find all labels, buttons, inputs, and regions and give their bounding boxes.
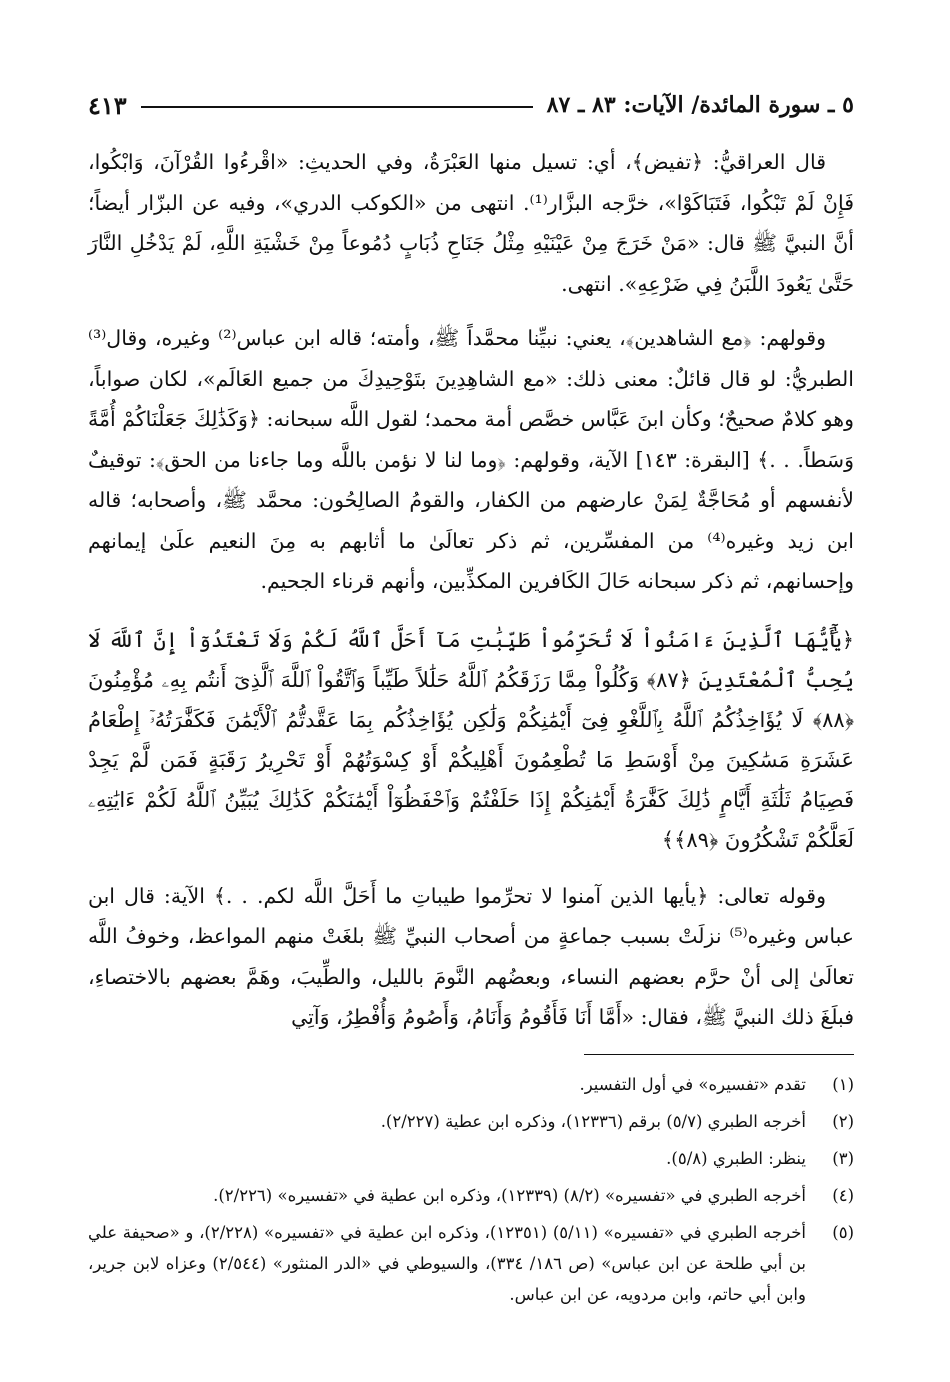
main-text [88, 142, 854, 1038]
footnote-text: أخرجه الطبري (٥/٧) برقم (١٢٣٣٦)، وذكره ابن عطية (٢/٢٢٧). [380, 1111, 806, 1131]
footnote-text: أخرجه الطبري في «تفسيره» (٨/٢) (١٢٣٣٩)، وذكره ابن عطية في «تفسيره» (٢/٢٢٦). [213, 1185, 806, 1205]
quran-verses: ﴿يَٰٓأَيُّهَا ٱلَّذِينَ ءَامَنُواْ لَا تُحَرِّمُواْ طَيِّبَٰتِ مَآ أَحَلَّ ٱللَّهُ لَكُمْ وَلَا تَعْتَدُوٓاْ إِنَّ ٱللَّهَ لَا يُحِبُّ ٱلْمُعْتَدِينَ ﴿٨٧﴾ وَكُلُواْ مِمَّا رَزَقَكُمُ ٱللَّهُ حَلَٰلاً طَيِّباً وَٱتَّقُواْ ٱللَّهَ ٱلَّذِىٓ أَنتُم بِهِۦ مُؤْمِنُونَ ﴿٨٨﴾ لَا يُؤَاخِذُكُمُ ٱللَّهُ بِٱللَّغْوِ فِىٓ أَيْمَٰنِكُمْ وَلَٰكِن يُؤَاخِذُكُم بِمَا عَقَّدتُّمُ ٱلْأَيْمَٰنَ فَكَفَّٰرَتُهُۥٓ إِطْعَامُ عَشَرَةِ مَسَٰكِينَ مِنْ أَوْسَطِ مَا تُطْعِمُونَ أَهْلِيكُمْ أَوْ كِسْوَتُهُمْ أَوْ تَحْرِيرُ رَقَبَةٍ فَمَن لَّمْ يَجِدْ فَصِيَامُ ثَلَٰثَةِ أَيَّامٍ ذَٰلِكَ كَفَّٰرَةُ أَيْمَٰنِكُمْ إِذَا حَلَفْتُمْ وَٱحْفَظُوٓاْ أَيْمَٰنَكُمْ كَذَٰلِكَ يُبَيِّنُ ٱللَّهُ لَكُمْ ءَايَٰتِهِۦ لَعَلَّكُمْ تَشْكُرُونَ ﴿٨٩﴾﴾ [88, 627, 855, 852]
footnote-number: (٢) [832, 1111, 854, 1131]
footnote-number: (٥) [832, 1222, 854, 1242]
running-title: ٥ ـ سورة المائدة/ الآيات: ٨٣ ـ ٨٧ [546, 92, 854, 118]
paragraph-1: قال العراقيُّ: ﴿تفيض﴾، أي: تسيل منها العَبْرَةُ، وفي الحديثِ: «اقْرءُوا القُرْآنَ، وَابْكُوا، فَإِنْ لَمْ تَبْكُوا، فَتَبَاكَوْا»، خرَّجه البزَّار⁽¹⁾. انتهى من «الكوكب الدري»، وفيه عن البزّار أيضاً؛ أنَّ النبيَّ ﷺ قال: «مَنْ خَرَجَ مِنْ عَيْنَيْهِ مِثْلُ جَنَاحِ ذُبَابٍ دُمُوعاً مِنْ خَشْيَةِ اللَّهِ، لَمْ يَدْخُلِ النَّارَ حَتَّىٰ يَعُودَ اللَّبَنُ فِي ضَرْعِهِ». انتهى. [88, 150, 854, 296]
footnote-4 [88, 1180, 854, 1211]
footnote-text: أخرجه الطبري في «تفسيره» (٥/١١) (١٢٣٥١)، وذكره ابن عطية في «تفسيره» (٢/٢٢٨)، و «صحيفة علي بن أبي طلحة عن ابن عباس» (ص ١٨٦/ ٣٣٤)، والسيوطي في «الدر المنثور» (٢/٥٤٤) وعزاه لابن جرير، وابن أبي حاتم، وابن مردويه، عن ابن عباس. [88, 1222, 806, 1304]
paragraph-3: وقوله تعالى: ﴿يأيها الذين آمنوا لا تحرِّموا طيباتِ ما أَحَلَّ اللَّه لكم. . .﴾ الآية: قال ابن عباس وغيره⁽⁵⁾ نزلَتْ بسبب جماعةٍ من أصحاب النبيِّ ﷺ بلغَتْ منهم المواعظ، وخوفُ اللَّه تعالَىٰ إلى أنْ حرَّم بعضهم النساء، وبعضُهم النَّومَ بالليل، والطِّيبَ، وهَمَّ بعضهم بالاختصاءِ، فبلَغَ ذلك النبيَّ ﷺ، فقال: «أَمَّا أَنَا فَأَقُومُ وَأَنَامُ، وَأَصُومُ وَأُفْطِرُ، وَآتِي [88, 883, 854, 1029]
footnote-number: (١) [832, 1074, 854, 1094]
footnote-1 [88, 1069, 854, 1100]
footnote-text: تقدم «تفسيره» في أول التفسير. [579, 1074, 806, 1094]
paragraph-2: وقولهم: ﴿مع الشاهدين﴾، يعني: نبيِّنا محمَّداً ﷺ، وأمته؛ قاله ابن عباس⁽²⁾ وغيره، وقال⁽³⁾ الطبريُّ: لو قال قائلٌ: معنى ذلك: «مع الشاهِدِينَ بتَوْحِيدِكَ من جميع العَالَم»، لكان صواباً، وهو كلامٌ صحيحٌ؛ وكأن ابنَ عَبَّاس خصَّص أمة محمد؛ لقول اللَّه سبحانه: ﴿وَكَذَٰلِكَ جَعَلْنَاكُمْ أُمَّةً وَسَطاً. . .﴾ [البقرة: ١٤٣] الآية، وقولهم: ﴿وما لنا لا نؤمن باللَّه وما جاءنا من الحق﴾: توقيفٌ لأنفسهم أو مُحَاجَّةٌ لِمَنْ عارضهم من الكفار، والقومُ الصالِحُون: محمَّد ﷺ، وأصحابه؛ قاله ابن زيد وغيره⁽⁴⁾ من المفسِّرين، ثم ذكر تعالَىٰ ما أثابهم به مِنَ النعيم علَىٰ إيمانهم وإحسانهم، ثم ذكر سبحانه حَالَ الكَافرين المكذِّبين، وأنهم قرناء الجحيم. [88, 326, 854, 593]
footnote-3 [88, 1143, 854, 1174]
footnote-text: ينظر: الطبري (٥/٨). [666, 1148, 806, 1168]
page-header [88, 88, 854, 122]
footnote-number: (٤) [832, 1185, 854, 1205]
footnote-number: (٣) [832, 1148, 854, 1168]
footnote-5 [88, 1217, 854, 1310]
footnotes [88, 1069, 854, 1310]
page-number: ٤١٣ [88, 90, 127, 120]
footnote-2 [88, 1106, 854, 1137]
footnote-separator [584, 1054, 854, 1055]
header-rule [141, 106, 533, 108]
